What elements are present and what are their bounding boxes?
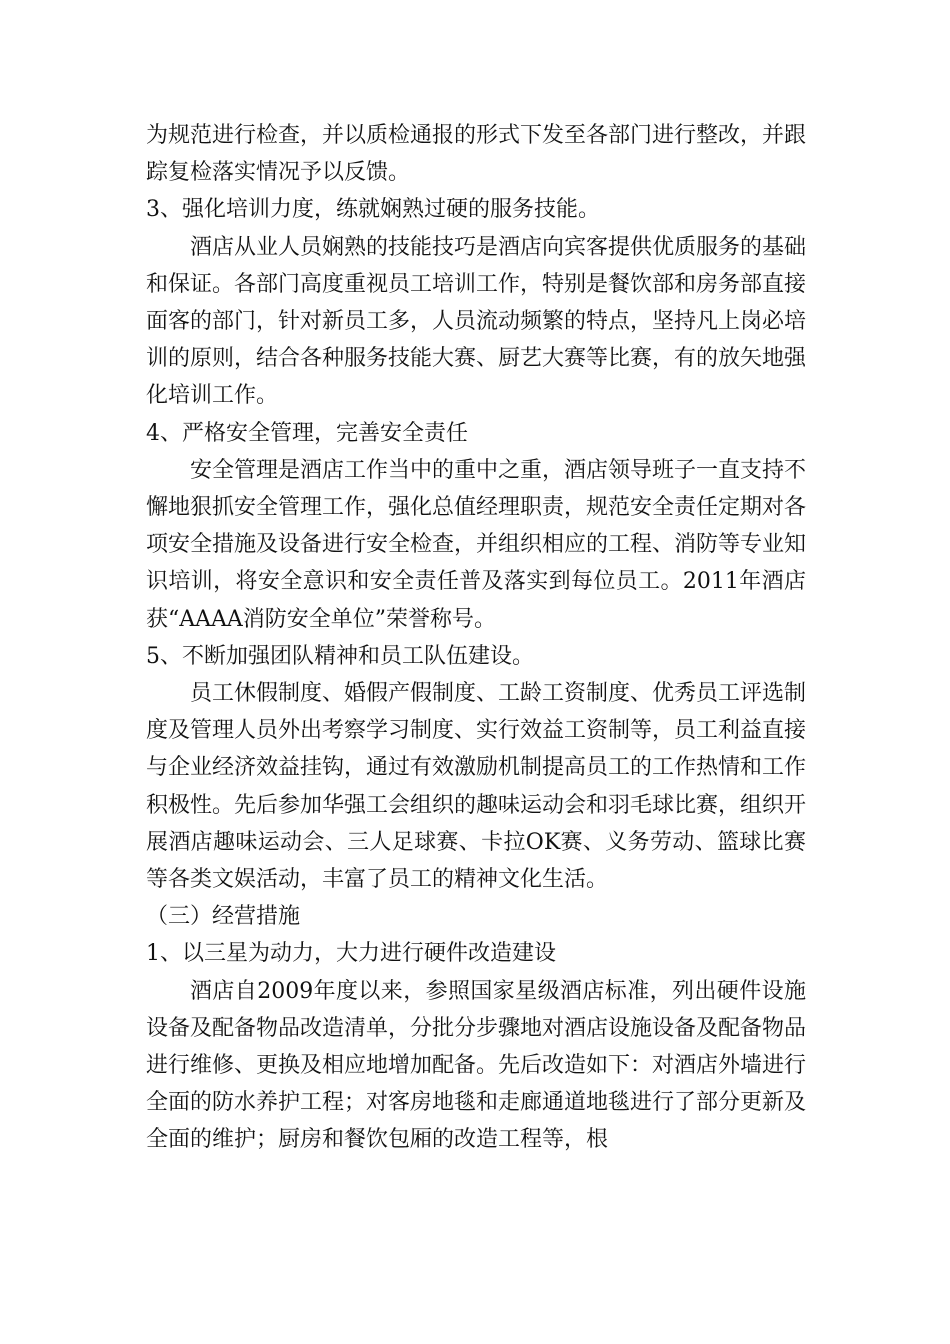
- section-heading-safety: 4、严格安全管理，完善安全责任: [146, 420, 468, 446]
- paragraph-hardware: 酒店自2009年度以来，参照国家星级酒店标准，列出硬件设施设备及配备物品改造清单，分批分步骤地对酒店设施设备及配备物品进行维修、更换及相应地增加配备。先后改造如下：对酒店外墙进行全面的防水养护工程；对客房地毯和走廊通道地毯进行了部分更新及全面的维护；厨房和餐饮包厢的改造工程等，根: [146, 978, 807, 1153]
- paragraph-continuation: 为规范进行检查，并以质检通报的形式下发至各部门进行整改，并跟踪复检落实情况予以反馈。: [146, 123, 807, 186]
- paragraph-safety: 安全管理是酒店工作当中的重中之重，酒店领导班子一直支持不懈地狠抓安全管理工作，强化总值经理职责，规范安全责任定期对各项安全措施及设备进行安全检查，并组织相应的工程、消防等专业知识培训，将安全意识和安全责任普及落实到每位员工。2011年酒店获“AAAA消防安全单位”荣誉称号。: [146, 457, 807, 632]
- paragraph-training: 酒店从业人员娴熟的技能技巧是酒店向宾客提供优质服务的基础和保证。各部门高度重视员工培训工作，特别是餐饮部和房务部直接面客的部门，针对新员工多，人员流动频繁的特点，坚持凡上岗必培训的原则，结合各种服务技能大赛、厨艺大赛等比赛，有的放矢地强化培训工作。: [146, 234, 807, 409]
- section-heading-training: 3、强化培训力度，练就娴熟过硬的服务技能。: [146, 197, 600, 223]
- section-heading-team: 5、不断加强团队精神和员工队伍建设。: [146, 643, 534, 669]
- paragraph-team: 员工休假制度、婚假产假制度、工龄工资制度、优秀员工评选制度及管理人员外出考察学习制度、实行效益工资制等，员工利益直接与企业经济效益挂钩，通过有效激励机制提高员工的工作热情和工作积极性。先后参加华强工会组织的趣味运动会和羽毛球比赛，组织开展酒店趣味运动会、三人足球赛、卡拉OK赛、义务劳动、篮球比赛等各类文娱活动，丰富了员工的精神文化生活。: [146, 681, 807, 893]
- document-body: [146, 117, 806, 1159]
- section-heading-hardware: 1、以三星为动力，大力进行硬件改造建设: [146, 941, 556, 967]
- section-heading-operations: （三）经营措施: [146, 904, 301, 930]
